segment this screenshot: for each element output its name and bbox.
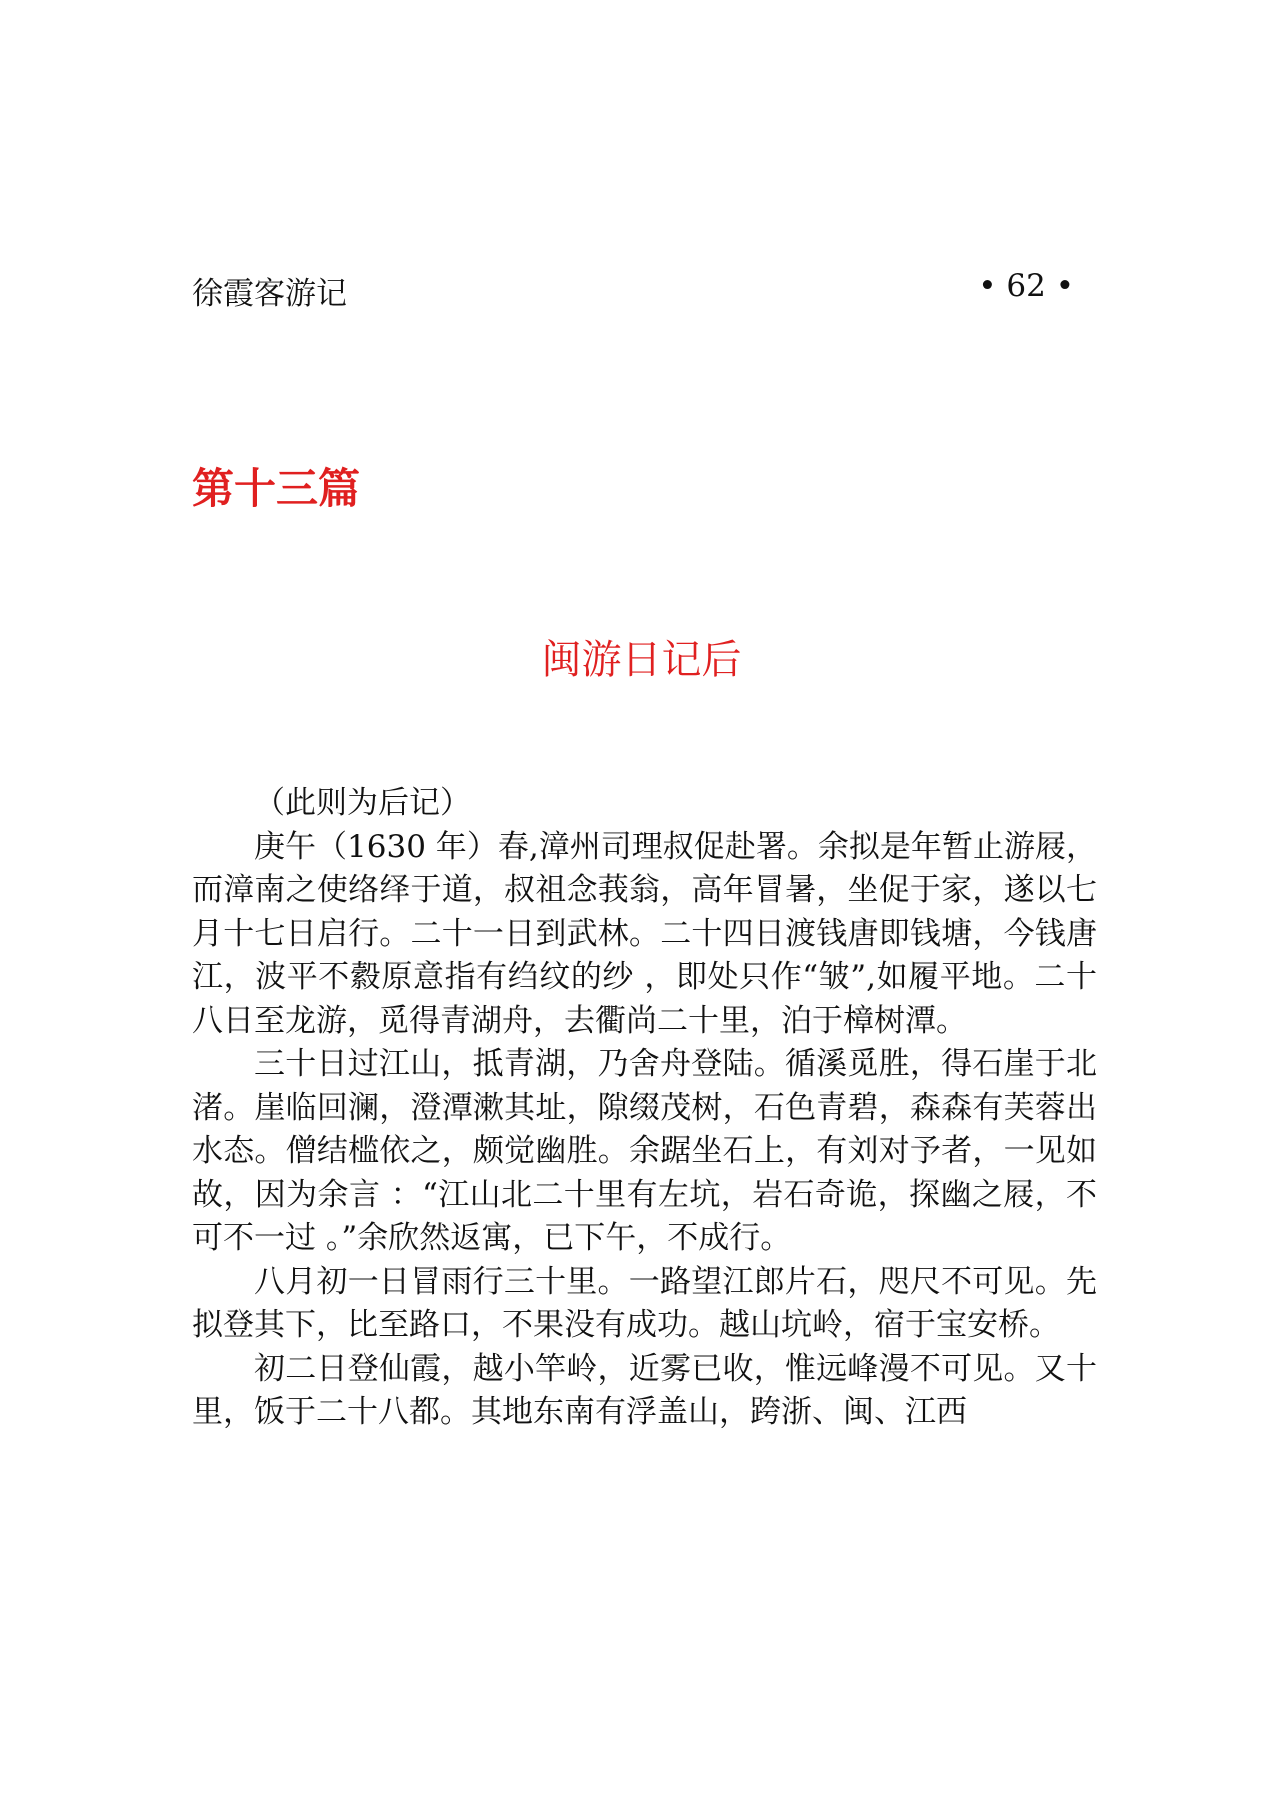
paragraph: 八月初一日冒雨行三十里。一路望江郎片石，咫尺不可见。先拟登其下，比至路口，不果没有成功。越山坑岭，宿于宝安桥。 — [192, 1263, 1097, 1343]
page-number: • 62 • — [978, 268, 1074, 304]
article-title: 闽游日记后 — [541, 637, 742, 683]
paragraph: 庚午（1630 年）春,漳州司理叔促赴署。余拟是年暂止游屐，而漳南之使络绎于道，叔祖念莪翁，高年冒暑，坐促于家，遂以七月十七日启行。二十一日到武林。二十四日渡钱唐即钱塘，今钱唐江，波平不縠原意指有绉纹的纱 ，即处只作“皱”,如履平地。二十八日至龙游，觅得青湖舟，去衢尚二十里，泊于樟树潭。 — [192, 828, 1097, 1039]
paragraph: 三十日过江山，抵青湖，乃舍舟登陆。循溪觅胜，得石崖于北渚。崖临回澜，澄潭漱其址，隙缀茂树，石色青碧，森森有芙蓉出水态。僧结槛依之，颇觉幽胜。余踞坐石上，有刘对予者，一见如故，因为余言 ：“江山北二十里有左坑，岩石奇诡，探幽之屐，不可不一过 。”余欣然返寓，已下午，不成行。 — [192, 1046, 1097, 1256]
chapter-label: 第十三篇 — [192, 464, 361, 513]
paragraph: 初二日登仙霞，越小竿岭，近雾已收，惟远峰漫不可见。又十里，饭于二十八都。其地东南有浮盖山，跨浙、闽、江西 — [192, 1350, 1097, 1430]
body-text — [192, 782, 1097, 1435]
running-header — [192, 268, 1074, 314]
book-title: 徐霞客游记 — [192, 276, 347, 312]
paragraph: （此则为后记） — [254, 785, 471, 821]
